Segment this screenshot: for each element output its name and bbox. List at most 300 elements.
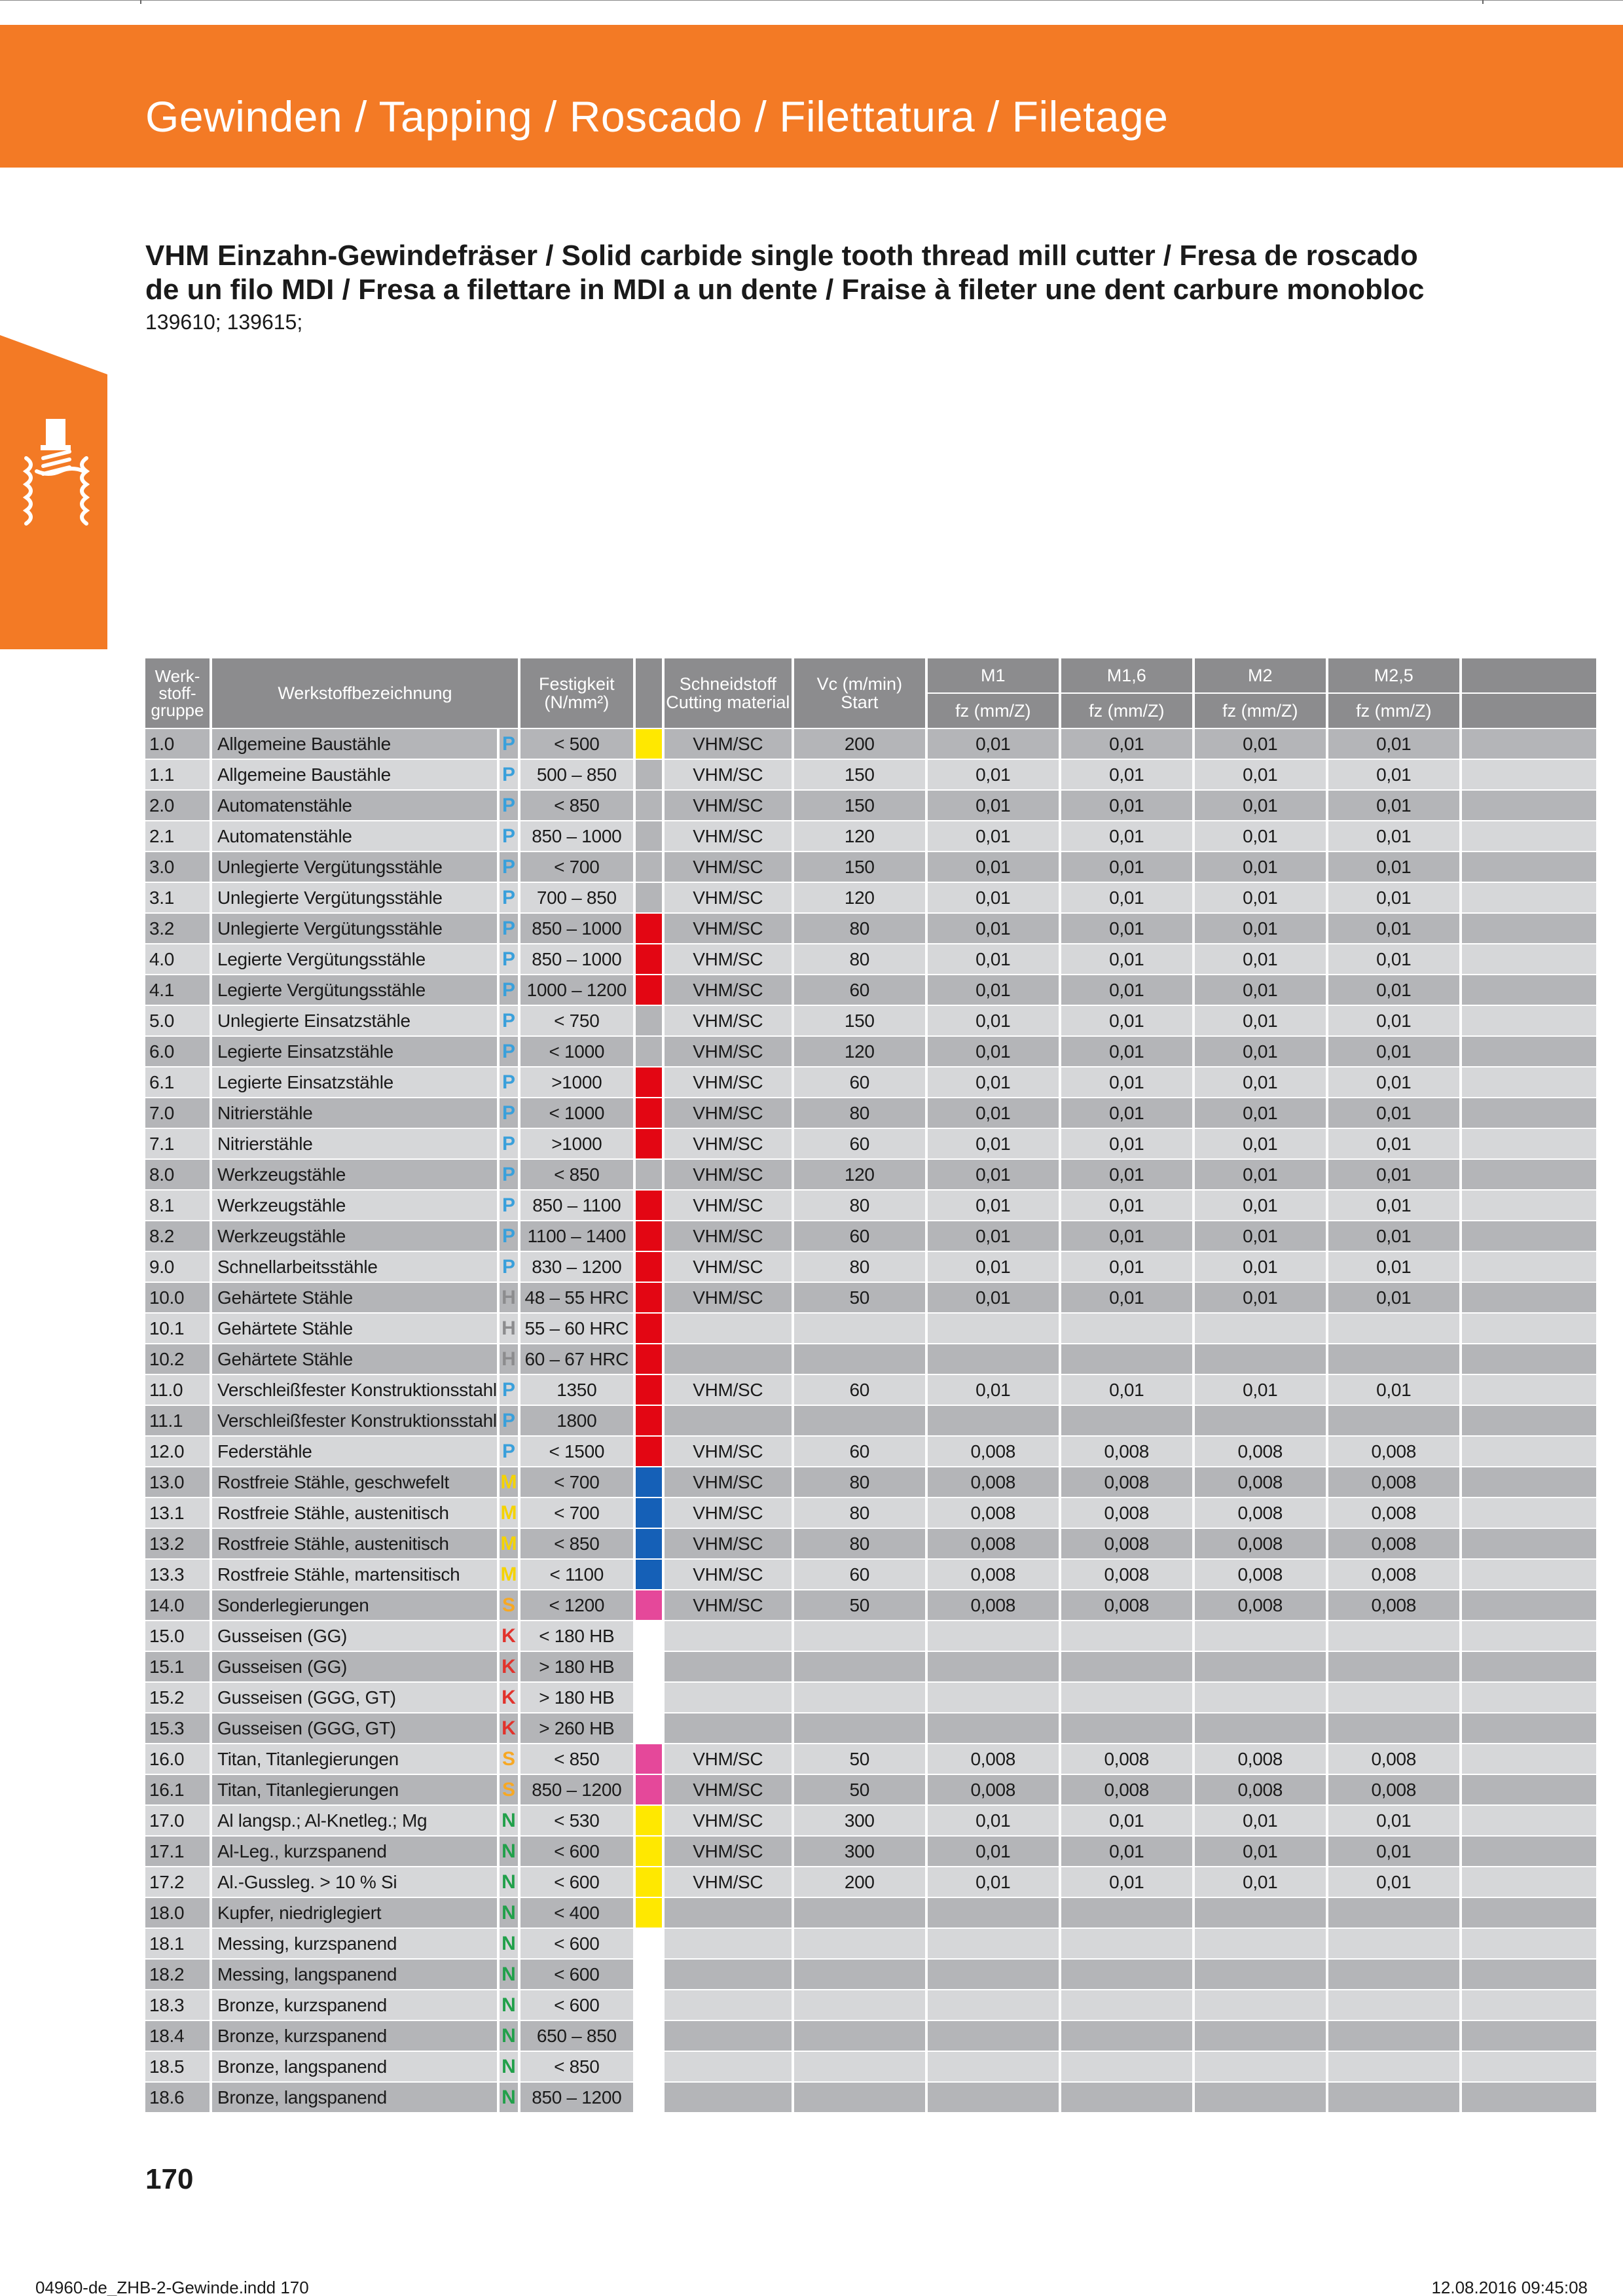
cell-fz: 0,01 [1061, 729, 1192, 759]
cell-iso-group: P [500, 975, 518, 1005]
cell-group: 12.0 [145, 1437, 210, 1466]
cell-strength: 650 – 850 [520, 2021, 633, 2051]
cell-fz: 0,01 [1195, 852, 1326, 882]
cell-cutting-material: VHM/SC [665, 1498, 792, 1528]
cell-fz: 0,008 [928, 1744, 1059, 1774]
cell-cutting-material: VHM/SC [665, 852, 792, 882]
cell-group: 15.1 [145, 1652, 210, 1681]
cell-material-name: Nitrierstähle [212, 1098, 497, 1128]
cell-fz: 0,01 [1195, 1129, 1326, 1158]
cell-iso-group: P [500, 1067, 518, 1097]
cell-iso-group: P [500, 1037, 518, 1066]
color-swatch [636, 2021, 662, 2051]
cell-iso-group: P [500, 1098, 518, 1128]
cell-fz: 0,01 [1328, 1283, 1459, 1312]
cell-vc: 60 [794, 1129, 925, 1158]
color-swatch [636, 1406, 662, 1435]
color-swatch [636, 1590, 662, 1620]
cell-fz: 0,008 [1061, 1744, 1192, 1774]
cell-color-code [636, 1590, 662, 1620]
cell-fz: 0,01 [1195, 791, 1326, 820]
cell-fz: 0,01 [1061, 1037, 1192, 1066]
header-fz: fz (mm/Z) [928, 694, 1059, 728]
cell-strength: < 850 [520, 1744, 633, 1774]
cell-material-name: Gehärtete Stähle [212, 1344, 497, 1374]
cell-fz [1061, 1652, 1192, 1681]
cell-group: 18.0 [145, 1898, 210, 1928]
cell-empty [1462, 1867, 1596, 1897]
cell-cutting-material: VHM/SC [665, 1867, 792, 1897]
cell-fz: 0,01 [1328, 1129, 1459, 1158]
cell-fz [1328, 1314, 1459, 1343]
cell-group: 6.0 [145, 1037, 210, 1066]
color-swatch [636, 791, 662, 820]
cell-fz [1061, 1683, 1192, 1712]
cell-fz [1195, 1683, 1326, 1712]
cell-material-name: Gehärtete Stähle [212, 1283, 497, 1312]
color-swatch [636, 760, 662, 789]
cell-fz: 0,008 [1328, 1590, 1459, 1620]
color-swatch [636, 1560, 662, 1589]
cell-empty [1462, 1806, 1596, 1835]
cell-material-name: Rostfreie Stähle, austenitisch [212, 1529, 497, 1558]
cell-group: 14.0 [145, 1590, 210, 1620]
cell-material-name: Werkzeugstähle [212, 1191, 497, 1220]
cell-material-name: Unlegierte Vergütungsstähle [212, 852, 497, 882]
cell-group: 16.1 [145, 1775, 210, 1804]
cell-material-name: Federstähle [212, 1437, 497, 1466]
cell-fz [1328, 2021, 1459, 2051]
cell-empty [1462, 2083, 1596, 2112]
cell-iso-group: N [500, 2021, 518, 2051]
cell-cutting-material: VHM/SC [665, 1467, 792, 1497]
cell-fz: 0,01 [1195, 760, 1326, 789]
cell-fz: 0,01 [1328, 1837, 1459, 1866]
cell-vc: 80 [794, 1191, 925, 1220]
cell-group: 7.1 [145, 1129, 210, 1158]
color-swatch [636, 2083, 662, 2112]
header-size-empty [1462, 658, 1596, 692]
cell-iso-group: N [500, 1960, 518, 1989]
cell-color-code [636, 1221, 662, 1251]
cell-color-code [636, 1806, 662, 1835]
cell-cutting-material [665, 1990, 792, 2020]
cell-material-name: Rostfreie Stähle, austenitisch [212, 1498, 497, 1528]
cell-empty [1462, 1529, 1596, 1558]
cutting-data-table [143, 657, 1599, 2113]
table-row [145, 1221, 1596, 1251]
cell-vc: 80 [794, 1529, 925, 1558]
cell-color-code [636, 1837, 662, 1866]
cell-color-code [636, 1129, 662, 1158]
color-swatch [636, 1867, 662, 1897]
table-row [145, 1344, 1596, 1374]
cell-fz: 0,01 [1195, 1037, 1326, 1066]
cell-fz: 0,01 [1195, 1867, 1326, 1897]
cell-iso-group: N [500, 1990, 518, 2020]
cell-fz: 0,008 [1061, 1437, 1192, 1466]
cell-empty [1462, 1067, 1596, 1097]
cell-vc: 80 [794, 1252, 925, 1282]
table-row [145, 852, 1596, 882]
cell-fz: 0,01 [1061, 821, 1192, 851]
color-swatch [636, 852, 662, 882]
header-strength: Festigkeit (N/mm²) [520, 658, 633, 728]
cell-color-code [636, 2021, 662, 2051]
cell-vc [794, 1898, 925, 1928]
cell-color-code [636, 1037, 662, 1066]
cell-strength: 1350 [520, 1375, 633, 1405]
cell-cutting-material [665, 1713, 792, 1743]
cell-vc: 80 [794, 1498, 925, 1528]
cell-iso-group: P [500, 821, 518, 851]
cell-color-code [636, 1406, 662, 1435]
cell-vc: 60 [794, 1560, 925, 1589]
header-material: Schneidstoff Cutting material [665, 658, 792, 728]
cell-color-code [636, 1744, 662, 1774]
cell-vc: 50 [794, 1283, 925, 1312]
cell-color-code [636, 852, 662, 882]
cell-iso-group: P [500, 729, 518, 759]
color-swatch [636, 1098, 662, 1128]
cell-cutting-material: VHM/SC [665, 1806, 792, 1835]
cell-material-name: Unlegierte Vergütungsstähle [212, 883, 497, 912]
cell-color-code [636, 1437, 662, 1466]
cell-color-code [636, 944, 662, 974]
cell-iso-group: P [500, 1375, 518, 1405]
cell-vc: 80 [794, 1467, 925, 1497]
cell-fz [1328, 1960, 1459, 1989]
cell-fz: 0,01 [928, 1098, 1059, 1128]
table-row [145, 1006, 1596, 1035]
cell-empty [1462, 1314, 1596, 1343]
cell-fz [928, 1929, 1059, 1958]
cell-fz: 0,008 [1328, 1529, 1459, 1558]
cell-fz: 0,008 [928, 1590, 1059, 1620]
cell-vc [794, 1314, 925, 1343]
table-row [145, 1314, 1596, 1343]
cell-cutting-material [665, 1344, 792, 1374]
color-swatch [636, 1129, 662, 1158]
table-row [145, 1191, 1596, 1220]
color-swatch [636, 1191, 662, 1220]
cell-color-code [636, 1375, 662, 1405]
cell-vc [794, 1960, 925, 1989]
cell-fz: 0,01 [1328, 1252, 1459, 1282]
cell-group: 1.0 [145, 729, 210, 759]
cell-material-name: Gehärtete Stähle [212, 1314, 497, 1343]
cell-strength: 830 – 1200 [520, 1252, 633, 1282]
cell-iso-group: P [500, 1406, 518, 1435]
cell-cutting-material [665, 1960, 792, 1989]
cell-fz: 0,01 [1328, 852, 1459, 882]
cell-vc: 50 [794, 1775, 925, 1804]
cell-empty [1462, 1221, 1596, 1251]
table-row [145, 2083, 1596, 2112]
cell-vc [794, 1683, 925, 1712]
table-row [145, 1252, 1596, 1282]
cell-fz: 0,008 [1195, 1775, 1326, 1804]
cell-vc [794, 1406, 925, 1435]
cell-group: 16.0 [145, 1744, 210, 1774]
slug-file: 04960-de_ZHB-2-Gewinde.indd 170 [35, 2278, 309, 2296]
cell-fz: 0,01 [928, 883, 1059, 912]
cell-empty [1462, 944, 1596, 974]
cell-fz [1195, 1314, 1326, 1343]
cell-fz: 0,01 [1328, 729, 1459, 759]
cell-color-code [636, 1191, 662, 1220]
cell-vc: 80 [794, 1098, 925, 1128]
table-row [145, 883, 1596, 912]
table-body [145, 729, 1596, 2112]
cell-strength: < 500 [520, 729, 633, 759]
cell-color-code [636, 1652, 662, 1681]
cell-group: 17.2 [145, 1867, 210, 1897]
cell-fz: 0,01 [1195, 1160, 1326, 1189]
tap-thread-icon [17, 419, 96, 556]
cell-material-name: Verschleißfester Konstruktionsstahl [212, 1406, 497, 1435]
table-row [145, 1929, 1596, 1958]
cell-fz [1061, 1713, 1192, 1743]
cell-vc: 60 [794, 975, 925, 1005]
cell-fz: 0,01 [928, 1221, 1059, 1251]
cell-empty [1462, 1344, 1596, 1374]
cell-color-code [636, 1929, 662, 1958]
cell-iso-group: S [500, 1590, 518, 1620]
cell-empty [1462, 1929, 1596, 1958]
cell-vc: 80 [794, 914, 925, 943]
cell-cutting-material [665, 1683, 792, 1712]
cell-iso-group: P [500, 1221, 518, 1251]
cell-cutting-material: VHM/SC [665, 1191, 792, 1220]
cell-fz [1195, 1713, 1326, 1743]
cell-fz: 0,01 [928, 1129, 1059, 1158]
cell-fz [1195, 1344, 1326, 1374]
header-fz: fz (mm/Z) [1195, 694, 1326, 728]
cell-fz: 0,008 [928, 1529, 1059, 1558]
cell-fz [1328, 1621, 1459, 1651]
cell-fz [1328, 1990, 1459, 2020]
cell-group: 13.1 [145, 1498, 210, 1528]
cell-material-name: Kupfer, niedriglegiert [212, 1898, 497, 1928]
cell-fz [1061, 1960, 1192, 1989]
cell-group: 2.1 [145, 821, 210, 851]
cell-fz [1061, 1929, 1192, 1958]
cell-iso-group: S [500, 1775, 518, 1804]
color-swatch [636, 1837, 662, 1866]
cell-iso-group: P [500, 883, 518, 912]
cell-cutting-material [665, 1929, 792, 1958]
cell-material-name: Gusseisen (GG) [212, 1621, 497, 1651]
cell-fz: 0,01 [1061, 791, 1192, 820]
cell-fz: 0,01 [1061, 1867, 1192, 1897]
cell-cutting-material [665, 1621, 792, 1651]
cell-fz: 0,008 [1061, 1560, 1192, 1589]
cell-group: 11.1 [145, 1406, 210, 1435]
cell-cutting-material: VHM/SC [665, 1160, 792, 1189]
cell-iso-group: N [500, 1929, 518, 1958]
cell-cutting-material: VHM/SC [665, 975, 792, 1005]
cell-fz: 0,008 [1328, 1744, 1459, 1774]
table-row [145, 1437, 1596, 1466]
cell-fz [928, 2021, 1059, 2051]
header-vc: Vc (m/min) Start [794, 658, 925, 728]
table-row [145, 944, 1596, 974]
color-swatch [636, 1898, 662, 1928]
cell-group: 8.2 [145, 1221, 210, 1251]
cell-vc: 120 [794, 1160, 925, 1189]
table-row [145, 1560, 1596, 1589]
cell-fz: 0,01 [1061, 1221, 1192, 1251]
cell-fz: 0,01 [928, 1837, 1059, 1866]
cell-empty [1462, 1837, 1596, 1866]
cell-fz: 0,01 [1328, 821, 1459, 851]
cell-iso-group: P [500, 1006, 518, 1035]
cell-group: 18.4 [145, 2021, 210, 2051]
cell-fz [1195, 2083, 1326, 2112]
cell-cutting-material: VHM/SC [665, 760, 792, 789]
cell-fz: 0,01 [1061, 1375, 1192, 1405]
table-row [145, 1590, 1596, 1620]
table-row [145, 1867, 1596, 1897]
cell-fz: 0,01 [1061, 1837, 1192, 1866]
cell-iso-group: P [500, 791, 518, 820]
product-title-line-1: VHM Einzahn-Gewindefräser / Solid carbide single tooth thread mill cutter / Fresa de roscado [145, 240, 1418, 272]
cell-material-name: Titan, Titanlegierungen [212, 1775, 497, 1804]
cell-iso-group: M [500, 1529, 518, 1558]
cell-fz: 0,01 [1061, 1098, 1192, 1128]
table-row [145, 1683, 1596, 1712]
cell-iso-group: N [500, 2083, 518, 2112]
cell-fz: 0,01 [928, 1375, 1059, 1405]
header-size: M2,5 [1328, 658, 1459, 692]
cell-strength: 850 – 1000 [520, 944, 633, 974]
color-swatch [636, 1960, 662, 1989]
cell-fz: 0,01 [928, 1037, 1059, 1066]
cell-fz: 0,01 [1061, 1160, 1192, 1189]
color-swatch [636, 1929, 662, 1958]
cell-material-name: Gusseisen (GGG, GT) [212, 1683, 497, 1712]
cell-strength: >1000 [520, 1067, 633, 1097]
cell-material-name: Unlegierte Einsatzstähle [212, 1006, 497, 1035]
cell-material-name: Automatenstähle [212, 821, 497, 851]
cell-fz: 0,01 [928, 914, 1059, 943]
cell-material-name: Rostfreie Stähle, geschwefelt [212, 1467, 497, 1497]
cell-fz [1061, 2021, 1192, 2051]
table-row [145, 1744, 1596, 1774]
table-row [145, 1529, 1596, 1558]
header-fz: fz (mm/Z) [1061, 694, 1192, 728]
header-fz: fz (mm/Z) [1328, 694, 1459, 728]
cell-group: 4.0 [145, 944, 210, 974]
cell-color-code [636, 1683, 662, 1712]
header-fz-empty [1462, 694, 1596, 728]
cell-fz [928, 1990, 1059, 2020]
cell-vc: 80 [794, 944, 925, 974]
cell-strength: < 750 [520, 1006, 633, 1035]
cell-group: 7.0 [145, 1098, 210, 1128]
cell-vc: 300 [794, 1837, 925, 1866]
cell-vc: 150 [794, 760, 925, 789]
cell-strength: >1000 [520, 1129, 633, 1158]
color-swatch [636, 821, 662, 851]
cell-fz: 0,01 [1328, 1067, 1459, 1097]
cell-cutting-material [665, 1652, 792, 1681]
cell-material-name: Al-Leg., kurzspanend [212, 1837, 497, 1866]
cell-strength: < 1200 [520, 1590, 633, 1620]
cell-fz [1061, 1990, 1192, 2020]
cell-cutting-material: VHM/SC [665, 1837, 792, 1866]
cell-group: 18.3 [145, 1990, 210, 2020]
cell-cutting-material [665, 2052, 792, 2081]
cell-fz [1328, 1406, 1459, 1435]
cell-vc [794, 2021, 925, 2051]
cell-iso-group: N [500, 2052, 518, 2081]
cell-fz: 0,01 [1328, 1037, 1459, 1066]
cell-fz [928, 1713, 1059, 1743]
cell-color-code [636, 1283, 662, 1312]
color-swatch [636, 1683, 662, 1712]
cell-cutting-material: VHM/SC [665, 1221, 792, 1251]
cell-vc: 50 [794, 1744, 925, 1774]
cell-cutting-material [665, 1406, 792, 1435]
cell-material-name: Allgemeine Baustähle [212, 760, 497, 789]
cell-empty [1462, 1252, 1596, 1282]
table-row [145, 1098, 1596, 1128]
cell-strength: < 400 [520, 1898, 633, 1928]
cell-fz: 0,01 [928, 1160, 1059, 1189]
cell-empty [1462, 2052, 1596, 2081]
cell-group: 6.1 [145, 1067, 210, 1097]
table-row [145, 2052, 1596, 2081]
cell-strength: 850 – 1000 [520, 821, 633, 851]
cell-fz: 0,01 [928, 1067, 1059, 1097]
cell-strength: 700 – 850 [520, 883, 633, 912]
cell-strength: 1000 – 1200 [520, 975, 633, 1005]
table-row [145, 1160, 1596, 1189]
page-header-title: Gewinden / Tapping / Roscado / Filettatura / Filetage [145, 92, 1169, 141]
cell-group: 10.0 [145, 1283, 210, 1312]
cell-group: 8.1 [145, 1191, 210, 1220]
cell-material-name: Bronze, kurzspanend [212, 1990, 497, 2020]
cell-empty [1462, 883, 1596, 912]
table-row [145, 1621, 1596, 1651]
cell-empty [1462, 1560, 1596, 1589]
color-swatch [636, 1375, 662, 1405]
cell-fz [1061, 2052, 1192, 2081]
cell-cutting-material: VHM/SC [665, 883, 792, 912]
cell-fz [1328, 1683, 1459, 1712]
cell-empty [1462, 1098, 1596, 1128]
cell-fz [928, 2052, 1059, 2081]
cell-strength: < 600 [520, 1960, 633, 1989]
cell-cutting-material: VHM/SC [665, 821, 792, 851]
cell-color-code [636, 1775, 662, 1804]
cell-fz: 0,01 [1061, 852, 1192, 882]
cell-color-code [636, 1990, 662, 2020]
color-swatch [636, 1806, 662, 1835]
cell-color-code [636, 1344, 662, 1374]
color-swatch [636, 729, 662, 759]
table-row [145, 1960, 1596, 1989]
cell-fz: 0,01 [1061, 1006, 1192, 1035]
cell-fz: 0,008 [1195, 1560, 1326, 1589]
cell-fz [1195, 1406, 1326, 1435]
cell-fz: 0,01 [1195, 975, 1326, 1005]
cell-vc: 300 [794, 1806, 925, 1835]
cell-empty [1462, 1129, 1596, 1158]
cell-iso-group: K [500, 1652, 518, 1681]
